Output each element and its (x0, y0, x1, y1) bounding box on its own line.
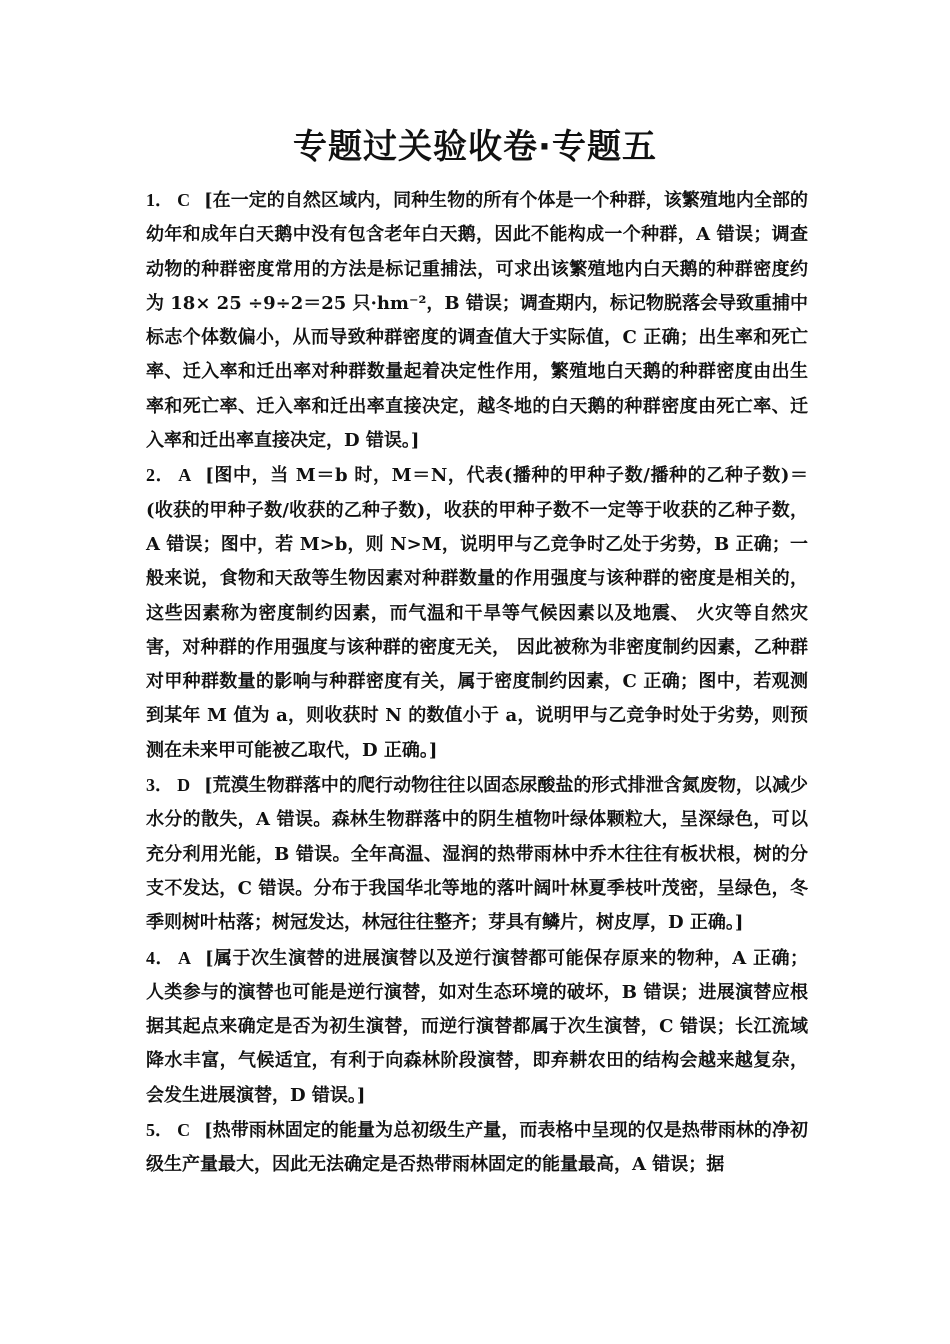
question-number: 3． (146, 775, 174, 796)
page-title: 专题过关验收卷·专题五 (293, 127, 657, 167)
answer-item-1 (146, 183, 808, 458)
question-number: 2． (146, 465, 175, 486)
answer-explanation: [在一定的自然区域内，同种生物的所有个体是一个种群，该繁殖地内全部的幼年和成年白天鹅中没有包含老年白天鹅，因此不能构成一个种群，A 错误；调查动物的种群密度常用的方法是标记重捕法，可求出该繁殖地内白天鹅的种群密度约为 18× 25 ÷9÷2＝25 只·hm⁻²，B 错误；调查期内，标记物脱落会导致重捕中标志个体数偏小，从而导致种群密度的调查值大于实际值，C 正确；出生率和死亡率、迁入率和迁出率对种群数量起着决定性作用，繁殖地白天鹅的种群密度由出生率和死亡率、迁入率和迁出率直接决定，越冬地的白天鹅的种群密度由死亡率、迁入率和迁出率直接决定，D 错误。] (146, 190, 809, 452)
answer-item-4 (146, 941, 808, 1113)
question-number: 5． (146, 1120, 174, 1141)
question-number: 4． (146, 947, 175, 968)
answer-explanation: [热带雨林固定的能量为总初级生产量，而表格中呈现的仅是热带雨林的净初级生产量最大，因此无法确定是否热带雨林固定的能量最高，A 错误；据 (146, 1120, 809, 1176)
answer-letter: A (178, 465, 192, 486)
answer-item-2 (146, 458, 808, 768)
answer-letter: A (178, 947, 192, 968)
answer-explanation: [荒漠生物群落中的爬行动物往往以固态尿酸盐的形式排泄含氮废物，以减少水分的散失，A 错误。森林生物群落中的阴生植物叶绿体颗粒大，呈深绿色，可以充分利用光能，B 错误。全年高温、湿润的热带雨林中乔木往往有板状根，树的分支不发达，C 错误。分布于我国华北等地的落叶阔叶林夏季枝叶茂密，呈绿色，冬季则树叶枯落；树冠发达，林冠往往整齐；芽具有鳞片，树皮厚，D 正确。] (146, 775, 809, 934)
question-number: 1． (146, 190, 174, 210)
answer-letter: C (177, 1120, 191, 1141)
answer-item-3 (146, 768, 808, 940)
answer-explanation: [图中，当 M＝b 时，M＝N，代表(播种的甲种子数/播种的乙种子数)＝(收获的甲种子数/收获的乙种子数)，收获的甲种子数不一定等于收获的乙种子数，A 错误；图中，若 M>b，则 N>M，说明甲与乙竞争时乙处于劣势，B 正确；一般来说，食物和天敌等生物因素对种群数量的作用强度与该种群的密度是相关的，这些因素称为密度制约因素，而气温和干旱等气候因素以及地震、 火灾等自然灾害，对种群的作用强度与该种群的密度无关， 因此被称为非密度制约因素，乙种群对甲种群数量的影响与种群密度有关，属于密度制约因素，C 正确；图中，若观测到某年 M 值为 a，则收获时 N 的数值小于 a，说明甲与乙竞争时处于劣势，则预测在未来甲可能被乙取代，D 正确。] (146, 465, 808, 761)
answer-letter: D (177, 775, 191, 796)
answer-letter: C (177, 190, 191, 210)
answer-explanation: [属于次生演替的进展演替以及逆行演替都可能保存原来的物种，A 正确；人类参与的演替也可能是逆行演替，如对生态环境的破坏，B 错误；进展演替应根据其起点来确定是否为初生演替，而逆行演替都属于次生演替，C 错误；长江流域降水丰富，气候适宜，有利于向森林阶段演替，即弃耕农田的结构会越来越复杂，会发生进展演替，D 错误。] (146, 947, 808, 1106)
answer-list (146, 183, 808, 1183)
answer-item-5 (146, 1113, 808, 1183)
